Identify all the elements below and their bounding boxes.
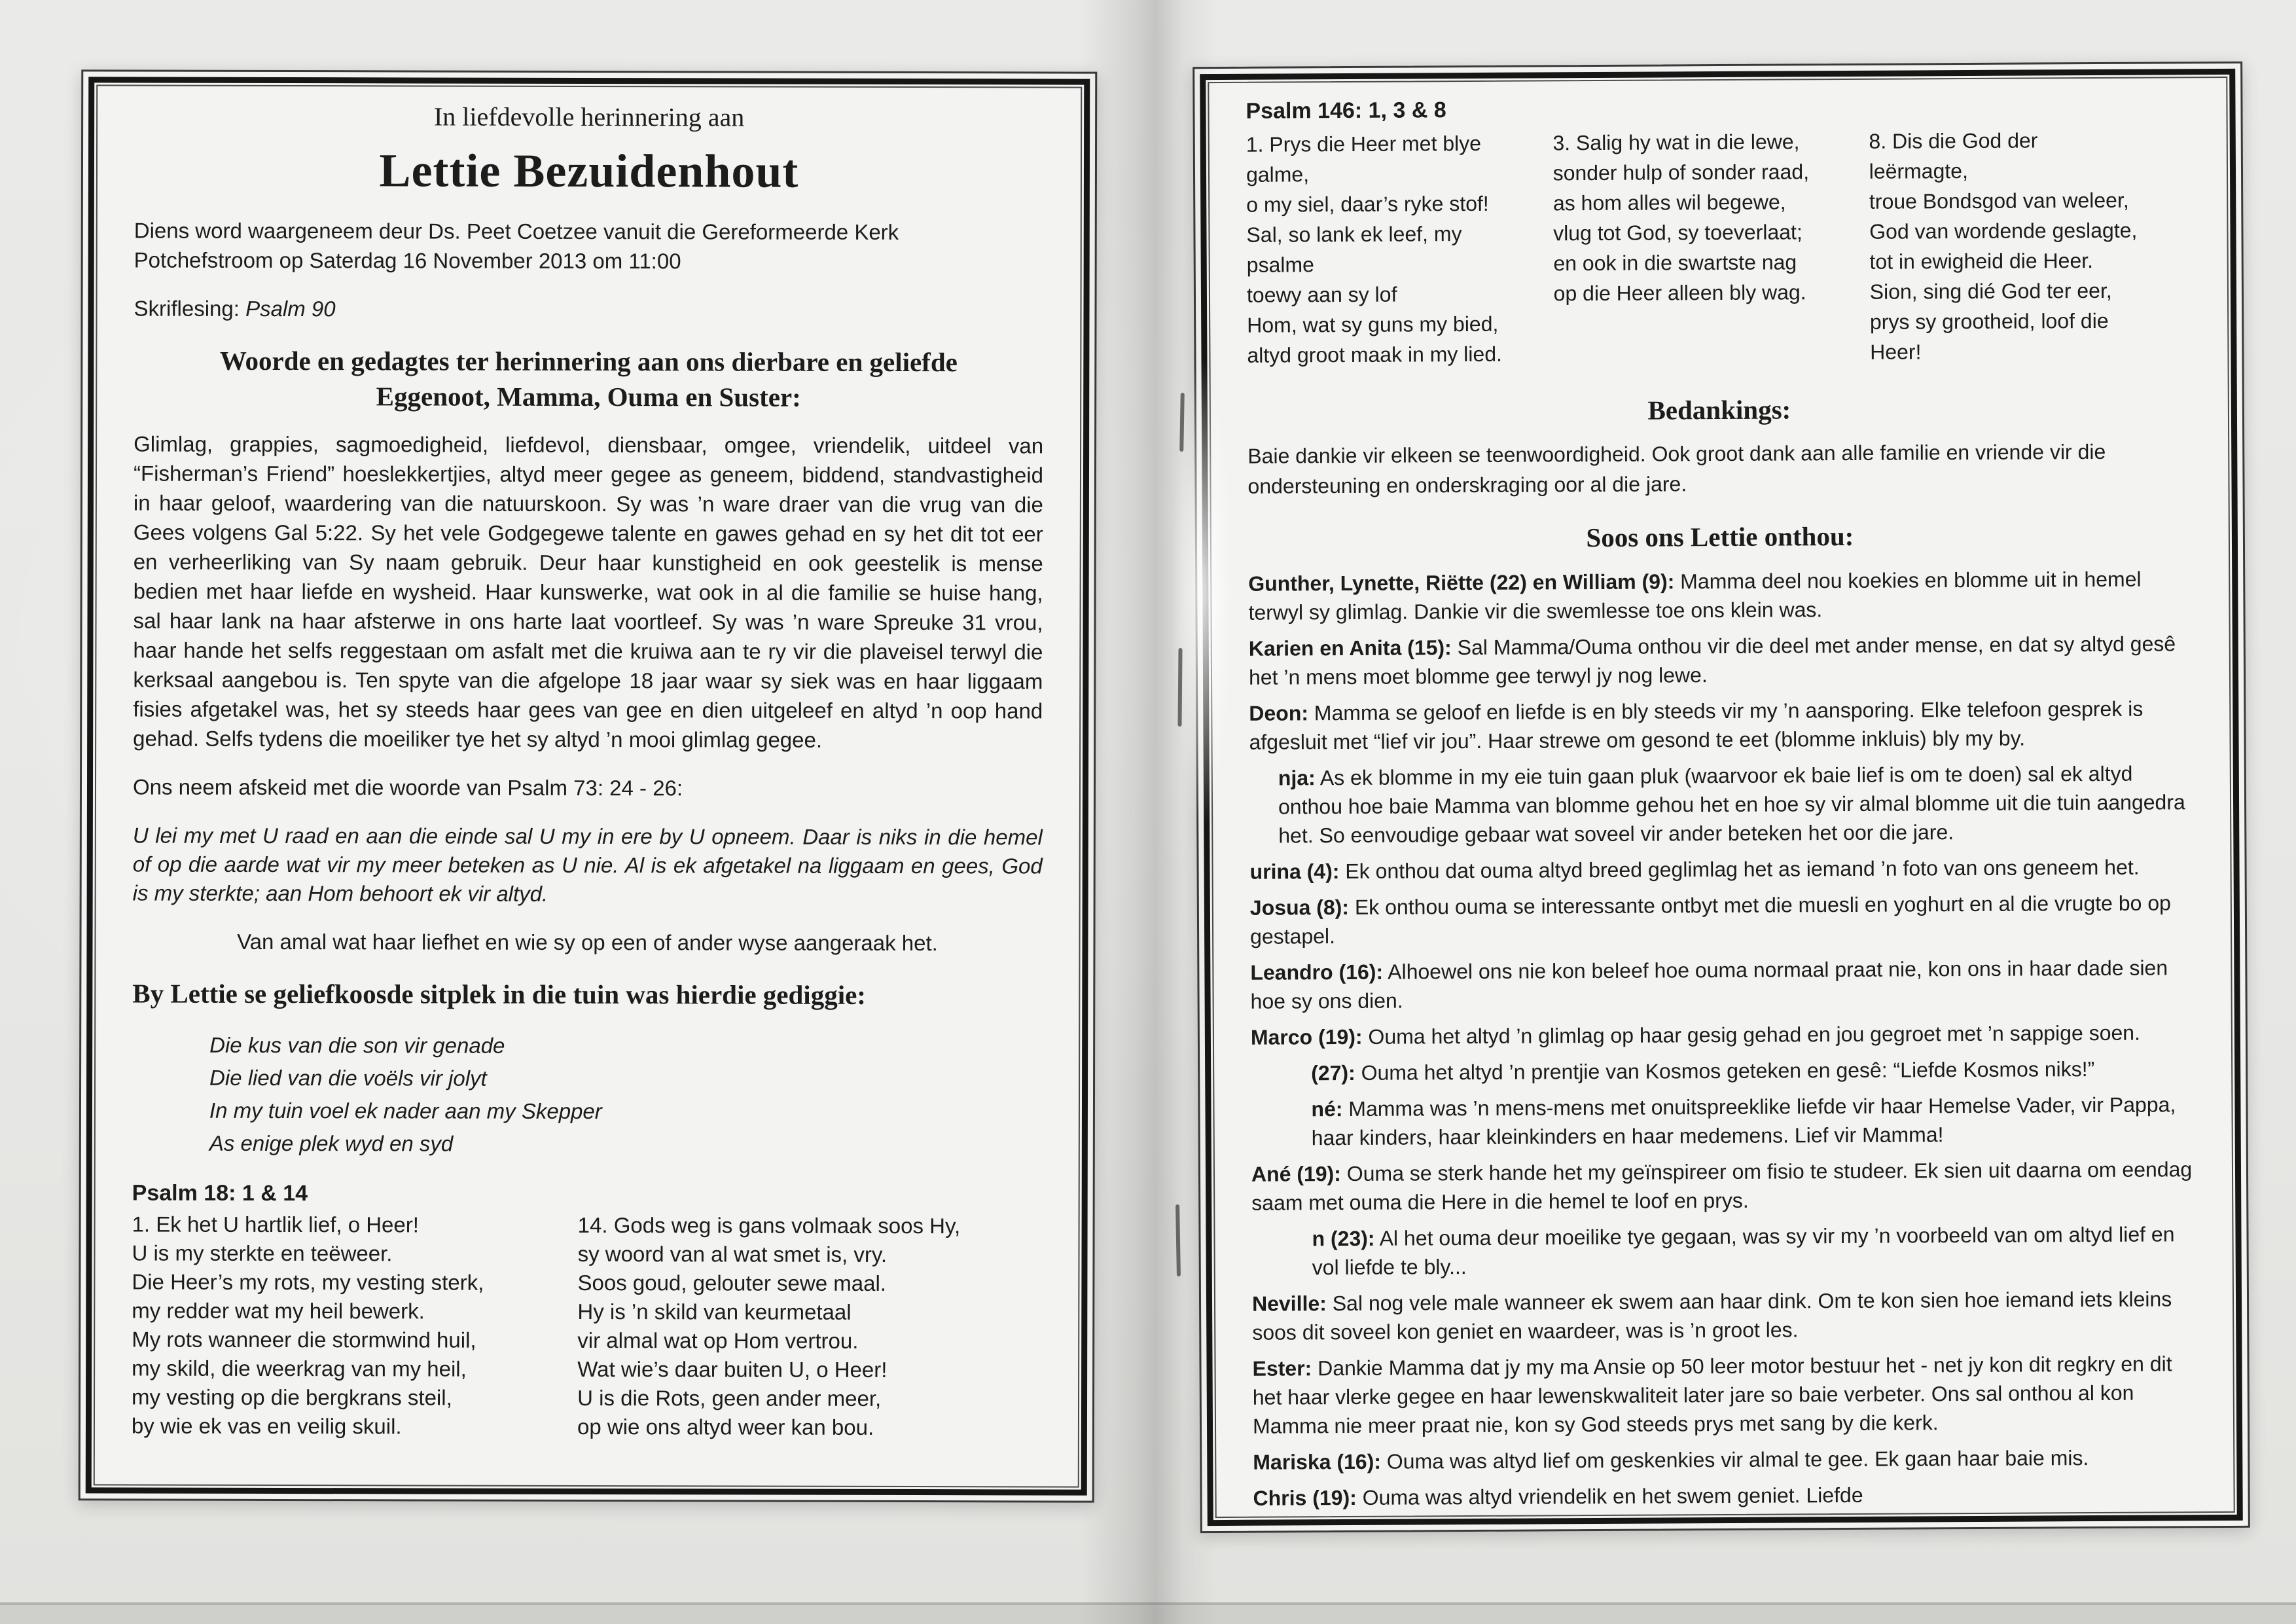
memory-item bbox=[1248, 564, 2192, 627]
memory-name: Deon: bbox=[1249, 701, 1309, 725]
psalm146-verse1: 1. Prys die Heer met blye galme, o my siel, daar’s ryke stof! Sal, so lank ek leef, my psalme toewy aan sy lof Hom, wat sy guns my bied, altyd groot maak in my lied. bbox=[1246, 131, 1503, 367]
psalm146-columns bbox=[1246, 124, 2191, 370]
right-page bbox=[1193, 62, 2250, 1533]
memorial-heading bbox=[134, 343, 1043, 416]
memory-name: Ester: bbox=[1252, 1356, 1312, 1380]
memory-text: Mamma deel nou koekies en blomme uit in hemel terwyl sy glimlag. Dankie vir die swemlesse toe ons klein was. bbox=[1248, 567, 2142, 624]
scanner-edge-shadow bbox=[0, 1605, 2296, 1624]
memory-text: Mamma was ’n mens-mens met onuitspreeklike liefde vir haar Hemelse Vader, vir Pappa, haar kinders, haar kleinkinders en haar medemens. Lief vir Mamma! bbox=[1311, 1092, 2176, 1150]
memory-item bbox=[1249, 629, 2193, 692]
memory-item bbox=[1253, 1443, 2197, 1477]
memory-item bbox=[1250, 953, 2194, 1016]
thanks-heading: Bedankings: bbox=[1647, 394, 1791, 425]
memory-item bbox=[1249, 759, 2194, 850]
psalm18-verse1: 1. Ek het U hartlik lief, o Heer! U is my sterkte en teëweer. Die Heer’s my rots, my vesting sterk, my redder wat my heil bewerk. My rots wanneer die stormwind huil, my skild, die weerkrag van my heil, my vesting op die bergkrans steil, by wie ek vas en veilig skuil. bbox=[131, 1212, 484, 1439]
memory-name: Leandro (16): bbox=[1250, 960, 1384, 984]
memory-name: urina (4): bbox=[1249, 859, 1340, 884]
memory-text: Sal nog vele male wanneer ek swem aan haar dink. Om te kon sien hoe iemand iets kleins soos dit soveel kon geniet en waardeer, was is ’n groot les. bbox=[1252, 1287, 2172, 1344]
memory-text: Ouma se sterk hande het my geïnspireer om fisio te studeer. Ek sien uit daarna om eendag saam met ouma die Here in die hemel te loof en prys. bbox=[1251, 1157, 2193, 1215]
memorial-heading-line2: Eggenoot, Mamma, Ouma en Suster: bbox=[376, 381, 801, 412]
memory-name: nja: bbox=[1278, 766, 1316, 790]
memory-item bbox=[1251, 1018, 2195, 1052]
psalm146-verse3: 3. Salig hy wat in die lewe, sonder hulp of sonder raad, as hom alles wil begewe, vlug tot God, sy toeverlaat; en ook in die swartste nag op die Heer alleen bly wag. bbox=[1552, 130, 1810, 306]
left-page-frame bbox=[86, 77, 1090, 1495]
memory-name: Marco (19): bbox=[1250, 1024, 1363, 1049]
memory-item bbox=[1251, 1219, 2195, 1282]
memory-item bbox=[1251, 1054, 2195, 1088]
memory-text: Mamma se geloof en liefde is en bly steeds vir my ’n aansporing. Elke telefoon gesprek is afgesluit met “lief vir jou”. Haar strewe om gesond te eet (blomme inkluis) bly my by. bbox=[1249, 696, 2144, 754]
psalm18-verse14: 14. Gods weg is gans volmaak soos Hy, sy woord van al wat smet is, vry. Soos goud, gelouter sewe maal. Hy is ’n skild van keurmetaal vir almal wat op Hom vertrou. Wat wie’s daar buiten U, o Heer! U is die Rots, geen ander meer, op wie ons altyd weer kan bou. bbox=[577, 1212, 961, 1439]
memory-text: Sal Mamma/Ouma onthou vir die deel met ander mense, en dat sy altyd gesê het ’n mens moet blomme gee terwyl jy nog lewe. bbox=[1248, 632, 2176, 689]
memory-name: Josua (8): bbox=[1249, 895, 1350, 920]
psalm73-quote: U lei my met U raad en aan die einde sal U my in ere by U opneem. Daar is niks in die hemel of op die aarde wat vir my meer beteken as U nie. Al is ek afgetakel na liggaam en gees, God is my sterkte; aan Hom behoort ek vir altyd. bbox=[132, 823, 1043, 906]
memory-text: Ek onthou dat ouma altyd breed geglimlag het as iemand ’n foto van ons geneem het. bbox=[1345, 855, 2140, 884]
from-all-line: Van amal wat haar liefhet en wie sy op een of ander wyse aangeraak het. bbox=[237, 929, 938, 956]
memory-text: Ek onthou ouma se interessante ontbyt met die muesli en yoghurt en al die vrugte bo op gestapel. bbox=[1250, 891, 2171, 948]
psalm18-title: Psalm 18: 1 & 14 bbox=[132, 1180, 308, 1206]
memory-name: Ané (19): bbox=[1251, 1162, 1342, 1186]
memory-item bbox=[1252, 1349, 2197, 1441]
memories-list bbox=[1248, 564, 2197, 1513]
left-page-content bbox=[95, 86, 1081, 1486]
psalm18-block bbox=[132, 1181, 1042, 1443]
memory-name: Gunther, Lynette, Riëtte (22) en William (9): bbox=[1248, 569, 1675, 596]
memory-text: Ouma het altyd ’n glimlag op haar gesig gehad en jou gegroet met ’n sappige soen. bbox=[1368, 1020, 2141, 1049]
memory-text: Dankie Mamma dat jy my ma Ansie op 50 leer motor bestuur het - net jy kon dit regkry en dit het haar vlerke gegee en haar lewenskwaliteit later jare so baie verbeter. Ons sal onthou al kon Mamma nie meer praat nie, kon sy God steeds prys met sang by die kerk. bbox=[1252, 1352, 2172, 1438]
memory-text: Ouma het altyd ’n prentjie van Kosmos geteken en gesê: “Liefde Kosmos niks!” bbox=[1361, 1057, 2095, 1085]
memory-name: Chris (19): bbox=[1253, 1485, 1357, 1510]
psalm146-title: Psalm 146: 1, 3 & 8 bbox=[1246, 98, 1446, 124]
right-page-content bbox=[1209, 78, 2233, 1517]
fold-crease-highlight bbox=[1164, 281, 1242, 903]
memory-item bbox=[1251, 1155, 2195, 1218]
scripture-reading-value: Psalm 90 bbox=[245, 296, 336, 321]
psalm146-verse8: 8. Dis die God der leërmagte, troue Bondsgod van weleer, God van wordende geslagte, tot in ewigheid die Heer. Sion, sing dié God ter eer, prys sy grootheid, loof die Heer! bbox=[1869, 128, 2138, 364]
deceased-name: Lettie Bezuidenhout bbox=[379, 144, 799, 198]
garden-poem: Die kus van die son vir genade Die lied van die voëls vir jolyt In my tuin voel ek nader aan my Skepper As enige plek wyd en syd bbox=[209, 1032, 602, 1156]
memory-text: Alhoewel ons nie kon beleef hoe ouma normaal praat nie, kon ons in haar dade sien hoe sy ons dien. bbox=[1250, 956, 2168, 1013]
left-page bbox=[79, 69, 1098, 1502]
memory-text: Al het ouma deur moeilike tye gegaan, was sy vir my ’n voorbeeld van om altyd lief en vol liefde te bly... bbox=[1312, 1222, 2175, 1280]
memorial-heading-line1: Woorde en gedagtes ter herinnering aan ons dierbare en geliefde bbox=[219, 345, 958, 378]
intro-line: In liefdevolle herinnering aan bbox=[433, 101, 745, 132]
farewell-lead: Ons neem afskeid met die woorde van Psalm 73: 24 - 26: bbox=[132, 774, 683, 801]
thanks-text: Baie dankie vir elkeen se teenwoordigheid. Ook groot dank aan alle familie en vriende vir die ondersteuning en onderskraging oor al die jare. bbox=[1247, 439, 2106, 498]
memory-name: né: bbox=[1311, 1097, 1343, 1121]
crease-mark bbox=[1177, 648, 1182, 727]
memory-name: n (23): bbox=[1312, 1226, 1375, 1251]
scripture-reading bbox=[134, 297, 1043, 323]
memory-text: As ek blomme in my eie tuin gaan pluk (waarvoor ek baie lief is om te doen) sal ek altyd onthou hoe baie Mamma van blomme gehou het en hoe sy vir almal blomme uit die tuin aangedra het. So eenvoudige gebaar wat soveel vir ander beteken het oor die jare. bbox=[1278, 761, 2185, 848]
memories-heading: Soos ons Lettie onthou: bbox=[1586, 520, 1854, 553]
right-page-frame bbox=[1200, 69, 2243, 1526]
memory-item bbox=[1250, 888, 2194, 951]
memory-name: Karien en Anita (15): bbox=[1248, 636, 1452, 660]
memory-item bbox=[1253, 1479, 2197, 1513]
service-details: Diens word waargeneem deur Ds. Peet Coetzee vanuit die Gereformeerde Kerk Potchefstroom op Saterdag 16 November 2013 om 11:00 bbox=[134, 218, 899, 274]
memory-item bbox=[1252, 1284, 2196, 1347]
memory-item bbox=[1249, 852, 2193, 886]
poem-heading: By Lettie se geliefkoosde sitplek in die tuin was hierdie gediggie: bbox=[132, 978, 867, 1010]
memory-text: Ouma was altyd vriendelik en het swem geniet. Liefde bbox=[1362, 1483, 1863, 1509]
memory-item bbox=[1251, 1090, 2195, 1153]
memory-text: Ouma was altyd lief om geskenkies vir almal te gee. Ek gaan haar baie mis. bbox=[1386, 1446, 2089, 1473]
scripture-reading-label: Skriflesing: bbox=[134, 296, 240, 321]
memory-name: Neville: bbox=[1251, 1291, 1327, 1316]
memory-name: (27): bbox=[1311, 1060, 1355, 1085]
memory-item bbox=[1249, 694, 2193, 757]
tribute-paragraph: Glimlag, grappies, sagmoedigheid, liefdevol, diensbaar, omgee, vriendelik, uitdeel van “Fisherman’s Friend” hoeslekkertjies, altyd meer gegee as geneem, biddend, standvastigheid in haar geloof, waardering van die natuurskoon. Sy was ’n ware draer van die vrug van die Gees volgens Gal 5:22. Sy het vele Godgegewe talente en gawes gehad en sy het dit tot eer en verheerliking van Sy naam gebruik. Deur haar kunstigheid en ook geestelik is mense bedien met haar liefde en wysheid. Haar kunswerke, wat ook in al die familie se huise hang, sal haar lank na haar afsterwe in ons harte laat voortleef. Sy was ’n ware Spreuke 31 vrou, haar hande het selfs reggestaan om asfalt met die kruiwa aan te ry vir die plaveisel terwyl die kerksaal aangebou is. Ten spyte van die afgelope 18 jaar waar sy siek was en haar liggaam fisies afgetakel was, het sy steeds haar gees van gee en dien uitgeleef en altyd ’n oop hand gehad. Selfs tydens die moeiliker tye het sy altyd ’n mooi glimlag gegee. bbox=[133, 431, 1044, 752]
memory-name: Mariska (16): bbox=[1253, 1449, 1382, 1474]
